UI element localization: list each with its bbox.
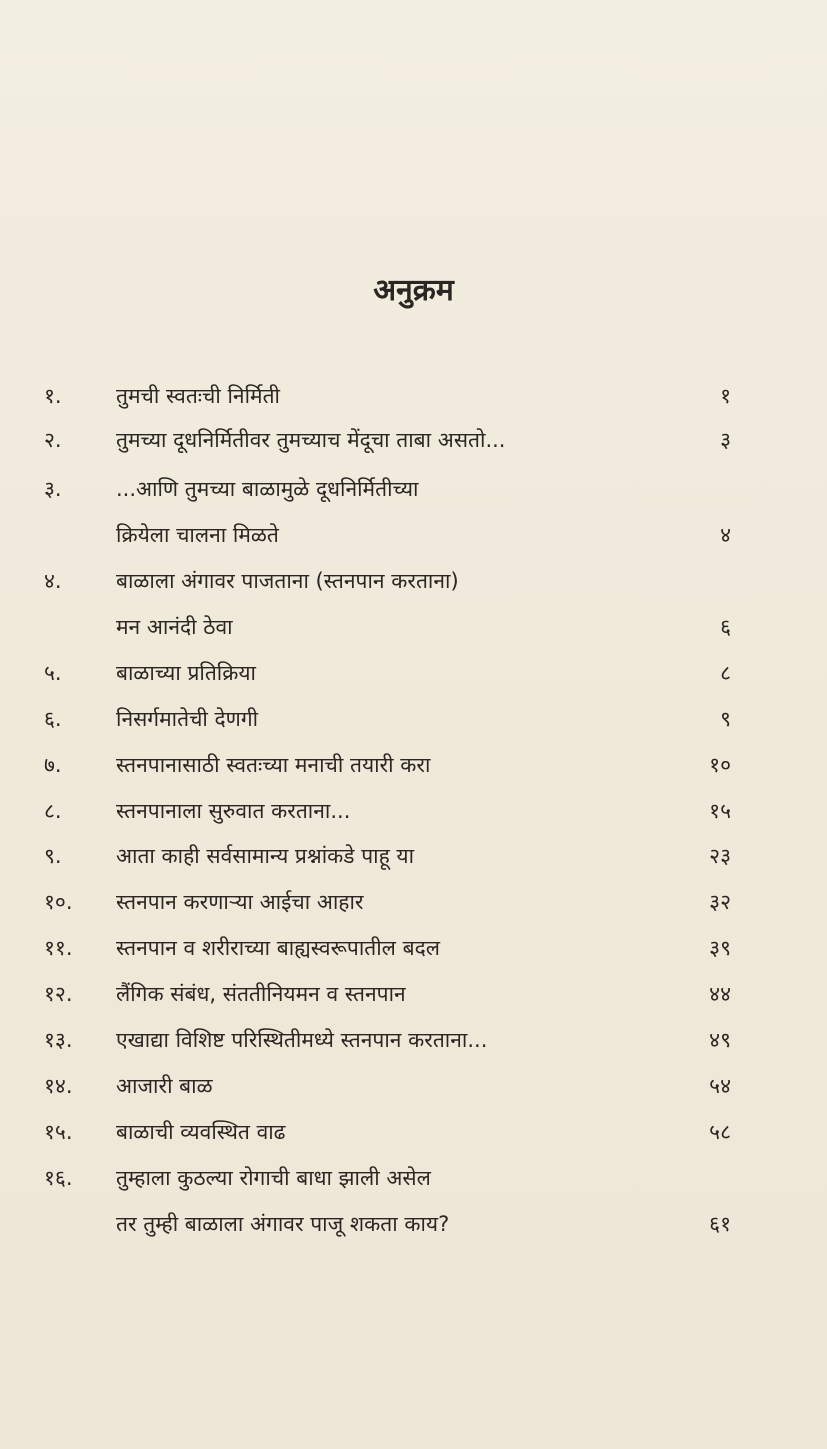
- entry-number: १.: [44, 384, 62, 408]
- entry-number: ३.: [44, 477, 62, 501]
- entry-number: ११.: [44, 936, 73, 960]
- entry-title-continued: तर तुम्ही बाळाला अंगावर पाजू शकता काय?: [116, 1212, 450, 1236]
- entry-title: स्तनपान व शरीराच्या बाह्यस्वरूपातील बदल: [116, 936, 440, 960]
- entry-title: एखाद्या विशिष्ट परिस्थितीमध्ये स्तनपान करताना...: [116, 1028, 488, 1052]
- entry-title: निसर्गमातेची देणगी: [116, 707, 259, 731]
- entry-title: ...आणि तुमच्या बाळामुळे दूधनिर्मितीच्या: [116, 477, 419, 501]
- entry-title: स्तनपानाला सुरुवात करताना...: [116, 799, 351, 823]
- entry-number: ८.: [44, 799, 62, 823]
- entry-title: तुमची स्वतःची निर्मिती: [116, 384, 280, 408]
- entry-page: ४४: [709, 982, 731, 1006]
- entry-title: तुमच्या दूधनिर्मितीवर तुमच्याच मेंदूचा ताबा असतो...: [116, 428, 506, 452]
- entry-page: १५: [709, 799, 731, 823]
- entry-page: १: [720, 384, 731, 408]
- entry-page: ३२: [709, 890, 731, 914]
- entry-title: तुम्हाला कुठल्या रोगाची बाधा झाली असेल: [116, 1166, 431, 1190]
- entry-number: २.: [44, 428, 62, 452]
- entry-page: १०: [709, 753, 731, 777]
- entry-title: बाळाच्या प्रतिक्रिया: [116, 661, 256, 685]
- entry-number: १०.: [44, 890, 73, 914]
- entry-number: १२.: [44, 982, 73, 1006]
- entry-page: ६१: [709, 1212, 731, 1236]
- entry-number: १३.: [44, 1028, 73, 1052]
- entry-page: ५८: [709, 1120, 731, 1144]
- entry-number: १४.: [44, 1074, 73, 1098]
- entry-title: बाळाची व्यवस्थित वाढ: [116, 1120, 286, 1144]
- entry-number: १६.: [44, 1166, 73, 1190]
- entry-page: ९: [720, 707, 731, 731]
- entry-number: १५.: [44, 1120, 73, 1144]
- entry-page: ४: [720, 523, 731, 547]
- entry-title: आता काही सर्वसामान्य प्रश्नांकडे पाहू या: [116, 844, 415, 868]
- entry-title: स्तनपानासाठी स्वतःच्या मनाची तयारी करा: [116, 753, 431, 777]
- entry-page: ६: [720, 615, 731, 639]
- entry-number: ६.: [44, 707, 62, 731]
- entry-title: स्तनपान करणाऱ्या आईचा आहार: [116, 890, 364, 914]
- entry-number: ४.: [44, 569, 62, 593]
- entry-number: ५.: [44, 661, 62, 685]
- entry-page: ३९: [709, 936, 731, 960]
- entry-title: आजारी बाळ: [116, 1074, 213, 1098]
- entry-title: लैंगिक संबंध, संततीनियमन व स्तनपान: [116, 982, 406, 1006]
- entry-number: ७.: [44, 753, 62, 777]
- entry-page: ४९: [709, 1028, 731, 1052]
- entry-page: २३: [709, 844, 731, 868]
- entry-title: बाळाला अंगावर पाजताना (स्तनपान करताना): [116, 569, 459, 593]
- entry-page: ८: [720, 661, 731, 685]
- entry-title-continued: मन आनंदी ठेवा: [116, 615, 233, 639]
- entry-page: ५४: [709, 1074, 731, 1098]
- entry-number: ९.: [44, 844, 62, 868]
- entry-title-continued: क्रियेला चालना मिळते: [116, 523, 279, 547]
- page-title: अनुक्रम: [373, 273, 454, 308]
- entry-page: ३: [720, 428, 731, 452]
